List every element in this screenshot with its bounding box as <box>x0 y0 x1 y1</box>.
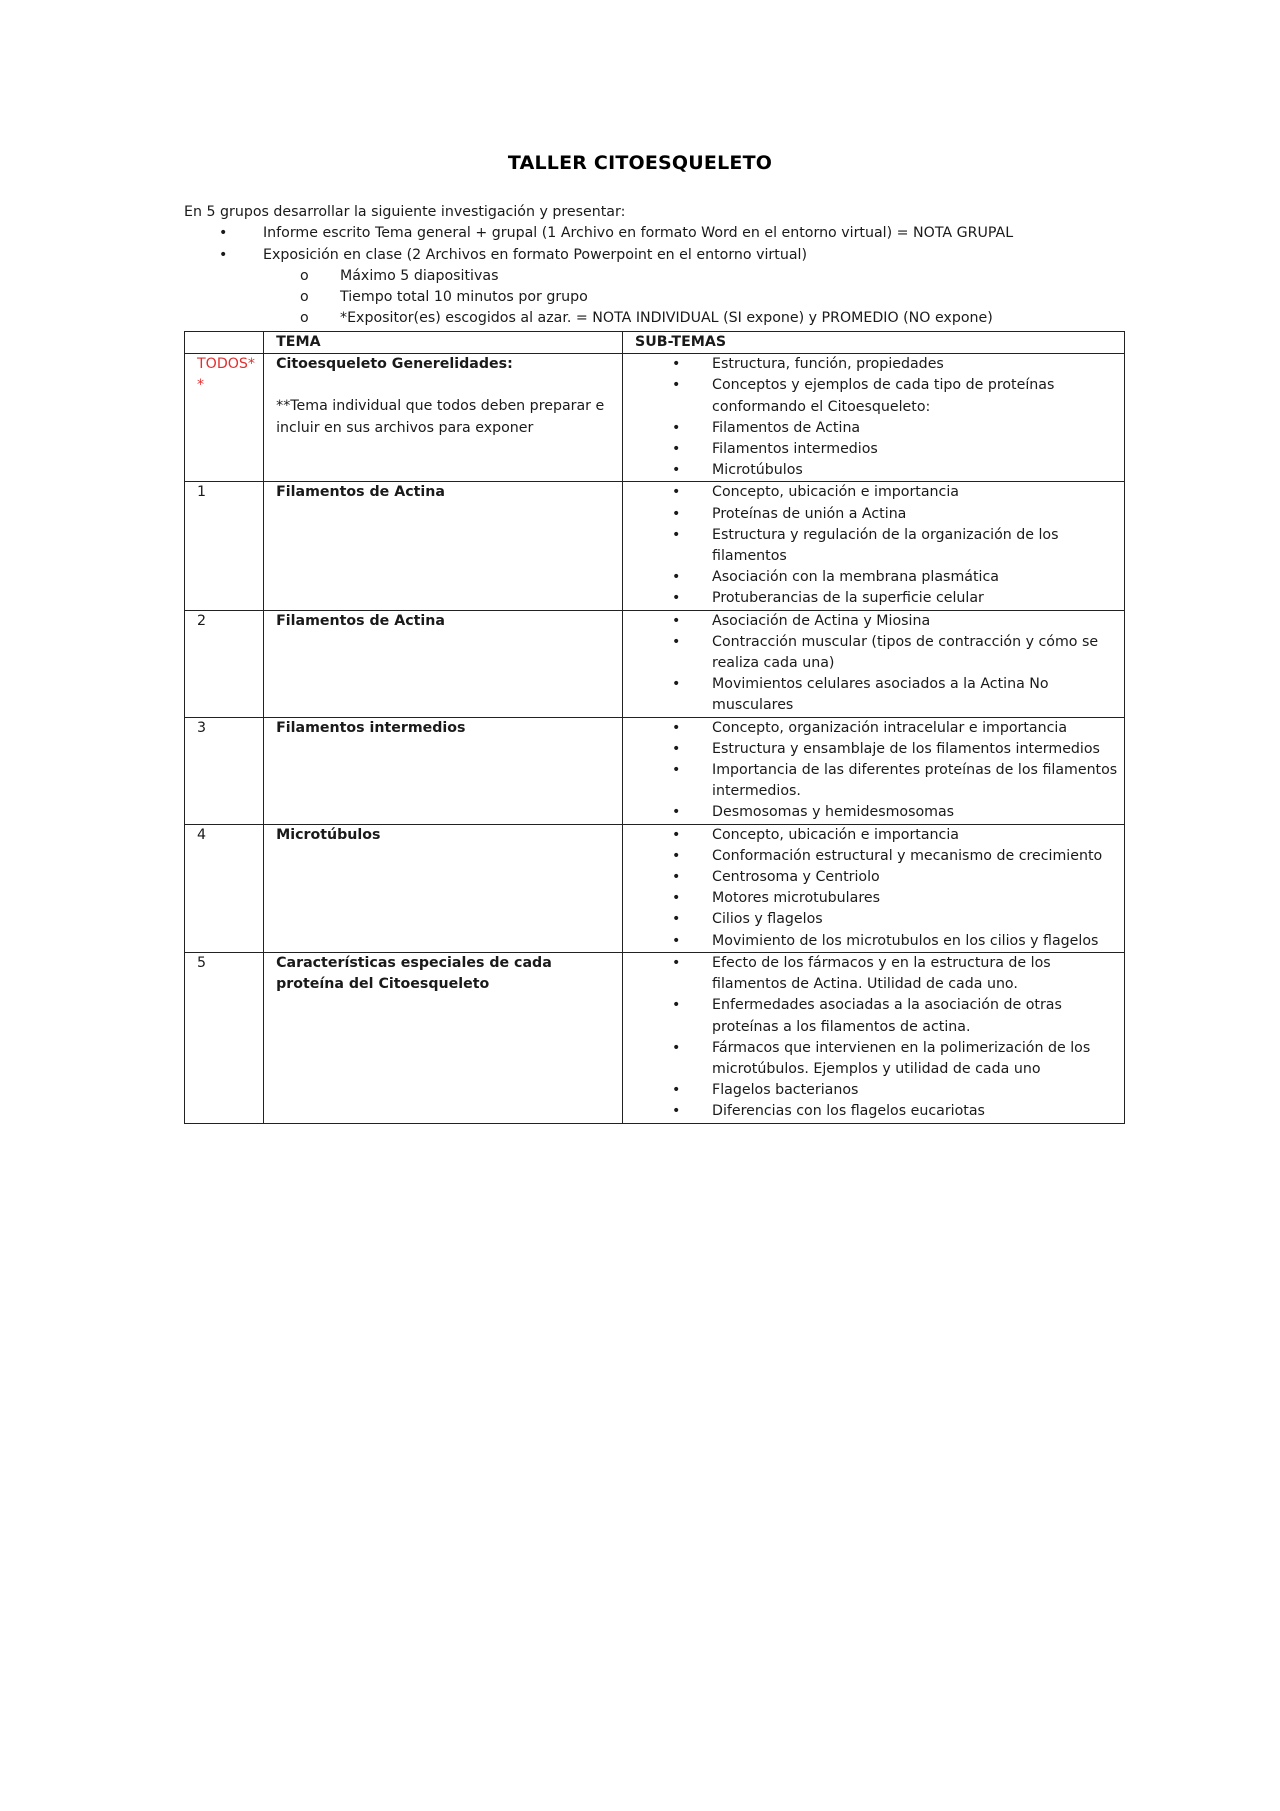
subtemas-list <box>635 718 1124 824</box>
sub-bullet-marker: o <box>300 310 309 327</box>
sub-bullet-text: *Expositor(es) escogidos al azar. = NOTA INDIVIDUAL (SI expone) y PROMEDIO (NO expone) <box>340 310 993 327</box>
subtema-item <box>635 802 1124 823</box>
subtemas-list <box>635 611 1124 717</box>
subtema-text: Flagelos bacterianos <box>712 1082 859 1099</box>
tema-title: Filamentos de Actina <box>276 484 445 501</box>
bullet-marker: • <box>672 526 681 543</box>
bullet-marker: • <box>672 505 681 522</box>
table-row <box>185 952 1125 1123</box>
topics-table <box>184 331 1125 1124</box>
subtema-text: Enfermedades asociadas a la asociación de otras proteínas a los filamentos de actina. <box>712 997 1062 1035</box>
subtema-text: Concepto, ubicación e importancia <box>712 484 959 501</box>
subtema-text: Fármacos que intervienen en la polimerización de los microtúbulos. Ejemplos y utilidad de cada uno <box>712 1039 1091 1077</box>
tema-cell <box>264 824 623 952</box>
subtema-text: Asociación de Actina y Miosina <box>712 612 931 629</box>
bullet-marker: • <box>672 419 681 436</box>
tema-title: Filamentos intermedios <box>276 719 466 736</box>
subtemas-cell <box>623 717 1125 824</box>
bullet-item <box>184 223 1144 244</box>
subtema-item <box>635 760 1124 802</box>
bullet-marker: • <box>672 1082 681 1099</box>
subtema-text: Motores microtubulares <box>712 890 880 907</box>
subtema-item <box>635 460 1124 481</box>
subtema-item <box>635 588 1124 609</box>
subtema-item <box>635 909 1124 930</box>
subtema-text: Concepto, organización intracelular e importancia <box>712 719 1068 736</box>
subtema-text: Proteínas de unión a Actina <box>712 505 907 522</box>
sub-bullet-item <box>184 266 1144 287</box>
subtema-text: Estructura y ensamblaje de los filamentos intermedios <box>712 740 1100 757</box>
bullet-item <box>184 245 1144 266</box>
bullet-marker: • <box>672 462 681 479</box>
subtema-text: Estructura, función, propiedades <box>712 356 944 373</box>
bullet-marker: • <box>672 441 681 458</box>
subtema-item <box>635 718 1124 739</box>
subtema-item <box>635 1038 1124 1080</box>
bullet-text: Informe escrito Tema general + grupal (1 Archivo en formato Word en el entorno virtual) = NOTA GRUPAL <box>263 225 1014 242</box>
group-label: 1 <box>197 484 207 501</box>
bullet-marker: • <box>672 590 681 607</box>
subtemas-cell <box>623 610 1125 717</box>
group-cell <box>185 610 264 717</box>
bullet-marker: • <box>672 826 681 843</box>
subtema-text: Importancia de las diferentes proteínas de los filamentos intermedios. <box>712 762 1118 800</box>
bullet-marker: • <box>672 847 681 864</box>
tema-cell <box>264 610 623 717</box>
subtema-text: Diferencias con los flagelos eucariotas <box>712 1103 985 1120</box>
subtema-item <box>635 567 1124 588</box>
table-body <box>185 354 1125 1123</box>
tema-cell <box>264 482 623 610</box>
group-cell <box>185 354 264 482</box>
subtema-text: Filamentos de Actina <box>712 419 861 436</box>
bullet-marker: • <box>672 932 681 949</box>
tema-cell <box>264 952 623 1123</box>
subtemas-cell <box>623 482 1125 610</box>
subtema-item <box>635 953 1124 995</box>
subtema-text: Filamentos intermedios <box>712 441 878 458</box>
header-subtemas: SUB-TEMAS <box>623 332 1125 354</box>
subtemas-list <box>635 354 1124 481</box>
tema-title: Microtúbulos <box>276 826 381 843</box>
subtema-text: Cilios y flagelos <box>712 911 823 928</box>
subtema-item <box>635 611 1124 632</box>
table-row <box>185 824 1125 952</box>
subtemas-cell <box>623 354 1125 482</box>
subtema-item <box>635 931 1124 952</box>
bullet-marker: • <box>672 954 681 971</box>
subtemas-list <box>635 482 1124 609</box>
table-row <box>185 482 1125 610</box>
subtema-item <box>635 825 1124 846</box>
bullet-marker: • <box>672 633 681 650</box>
table-row <box>185 354 1125 482</box>
bullet-marker: • <box>219 225 228 242</box>
bullet-marker: • <box>672 356 681 373</box>
tema-title: Características especiales de cada proteína del Citoesqueleto <box>276 954 552 993</box>
subtema-item <box>635 375 1124 417</box>
subtema-item <box>635 739 1124 760</box>
group-label: 3 <box>197 719 207 736</box>
subtemas-list <box>635 953 1124 1123</box>
group-cell <box>185 952 264 1123</box>
bullet-marker: • <box>672 1103 681 1120</box>
table-row <box>185 717 1125 824</box>
subtema-text: Estructura y regulación de la organización de los filamentos <box>712 526 1059 565</box>
tema-cell <box>264 354 623 482</box>
bullet-marker: • <box>672 890 681 907</box>
tema-cell <box>264 717 623 824</box>
subtema-text: Desmosomas y hemidesmosomas <box>712 804 955 821</box>
subtema-item <box>635 846 1124 867</box>
group-cell <box>185 482 264 610</box>
subtemas-cell <box>623 824 1125 952</box>
sub-bullet-marker: o <box>300 289 309 306</box>
document-title: TALLER CITOESQUELETO <box>507 152 773 174</box>
subtemas-list <box>635 825 1124 952</box>
sub-bullet-text: Tiempo total 10 minutos por grupo <box>340 289 588 306</box>
header-tema: TEMA <box>264 332 623 354</box>
intro-text: En 5 grupos desarrollar la siguiente investigación y presentar: <box>184 204 626 220</box>
subtema-text: Asociación con la membrana plasmática <box>712 569 999 586</box>
bullet-marker: • <box>672 762 681 779</box>
tema-note: **Tema individual que todos deben preparar e incluir en sus archivos para exponer <box>276 398 605 436</box>
group-cell <box>185 824 264 952</box>
subtema-text: Conformación estructural y mecanismo de crecimiento <box>712 847 1103 864</box>
subtema-item <box>635 1080 1124 1101</box>
subtema-text: Movimiento de los microtubulos en los cilios y flagelos <box>712 932 1099 949</box>
subtema-text: Protuberancias de la superficie celular <box>712 590 984 607</box>
subtema-item <box>635 439 1124 460</box>
header-group <box>185 332 264 354</box>
bullet-marker: • <box>672 911 681 928</box>
bullet-marker: • <box>672 740 681 757</box>
sub-bullet-item <box>184 287 1144 308</box>
bullet-marker: • <box>672 569 681 586</box>
bullet-marker: • <box>672 377 681 394</box>
sub-bullet-item <box>184 308 1144 329</box>
subtema-item <box>635 504 1124 525</box>
group-label: 2 <box>197 612 207 629</box>
subtema-item <box>635 418 1124 439</box>
subtema-item <box>635 632 1124 674</box>
subtema-item <box>635 525 1124 567</box>
sub-bullet-text: Máximo 5 diapositivas <box>340 267 499 284</box>
bullet-marker: • <box>219 246 228 263</box>
bullet-marker: • <box>672 997 681 1014</box>
instructions <box>184 202 1144 330</box>
subtema-text: Concepto, ubicación e importancia <box>712 826 959 843</box>
subtema-item <box>635 482 1124 503</box>
subtema-item <box>635 995 1124 1037</box>
subtema-item <box>635 354 1124 375</box>
group-cell <box>185 717 264 824</box>
subtema-item <box>635 888 1124 909</box>
bullet-marker: • <box>672 869 681 886</box>
group-label: 4 <box>197 826 207 843</box>
subtema-text: Efecto de los fármacos y en la estructura de los filamentos de Actina. Utilidad de cada uno. <box>712 954 1051 993</box>
bullet-marker: • <box>672 804 681 821</box>
bullet-marker: • <box>672 612 681 629</box>
subtema-text: Microtúbulos <box>712 462 803 479</box>
subtema-item <box>635 867 1124 888</box>
bullet-marker: • <box>672 719 681 736</box>
subtema-text: Contracción muscular (tipos de contracción y cómo se realiza cada una) <box>712 633 1099 672</box>
subtemas-cell <box>623 952 1125 1123</box>
subtema-item <box>635 674 1124 716</box>
subtema-item <box>635 1101 1124 1122</box>
subtema-text: Conceptos y ejemplos de cada tipo de proteínas conformando el Citoesqueleto: <box>712 377 1055 415</box>
tema-title: Filamentos de Actina <box>276 612 445 629</box>
tema-title: Citoesqueleto Generelidades: <box>276 356 513 373</box>
group-label: 5 <box>197 954 207 971</box>
bullet-marker: • <box>672 484 681 501</box>
sub-bullet-marker: o <box>300 267 309 284</box>
subtema-text: Movimientos celulares asociados a la Actina No musculares <box>712 676 1049 714</box>
group-label: TODOS* * <box>197 356 256 394</box>
subtema-text: Centrosoma y Centriolo <box>712 869 880 886</box>
bullet-marker: • <box>672 676 681 693</box>
bullet-marker: • <box>672 1039 681 1056</box>
bullet-text: Exposición en clase (2 Archivos en formato Powerpoint en el entorno virtual) <box>263 246 807 263</box>
table-header-row <box>185 332 1125 354</box>
table-row <box>185 610 1125 717</box>
